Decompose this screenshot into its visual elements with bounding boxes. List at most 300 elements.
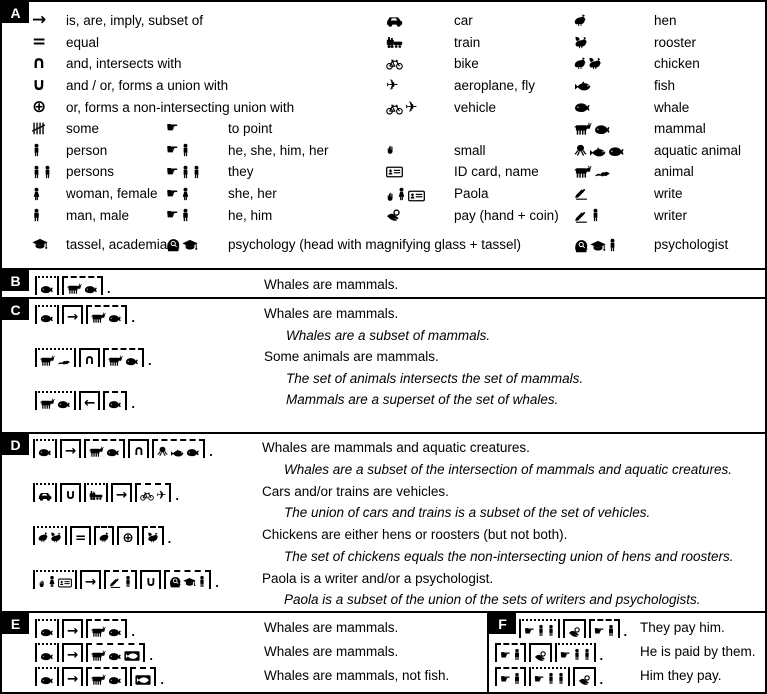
legend-label: fish (654, 78, 676, 94)
sentence-row (33, 481, 765, 525)
symbol-group-dashed (94, 526, 114, 545)
tassel-icon (32, 238, 48, 251)
person-icon (608, 237, 617, 253)
rooster-icon (588, 56, 602, 71)
symbol-sentence (495, 643, 640, 662)
arrow-right-icon: → (115, 486, 128, 503)
legend-symbol (32, 142, 66, 158)
legend-label: they (228, 164, 254, 180)
arrow-left-icon: ← (84, 395, 96, 411)
translation-text: Whales are mammals. (264, 306, 399, 321)
symbol-group-op (60, 483, 81, 502)
symbol-sentence (35, 643, 264, 662)
id-card-icon (386, 166, 403, 178)
legend-label: she, her (228, 186, 277, 202)
train-icon (89, 490, 103, 501)
sentence-row (35, 274, 765, 296)
legend-symbol (32, 10, 66, 31)
car-icon (386, 15, 403, 27)
sentence-period: . (107, 281, 111, 296)
whale-icon (40, 285, 54, 294)
point-icon: ☛ (166, 185, 179, 202)
point-icon: ☛ (593, 624, 605, 638)
whale-icon (84, 285, 98, 294)
symbol-group-dotted (84, 483, 108, 502)
legend-symbol (32, 75, 66, 96)
symbol-sentence (33, 483, 262, 502)
symbol-group-op (140, 570, 161, 589)
sentence-symbols (35, 274, 264, 295)
legend-symbol (574, 207, 654, 223)
legend-label: small (454, 142, 486, 158)
legend-symbol (32, 186, 66, 202)
rooster-icon (147, 531, 159, 544)
translation-text: Whales are mammals. (264, 644, 399, 659)
legend-symbol (166, 164, 228, 180)
pay-icon (386, 209, 401, 221)
legend-label: and / or, forms a union with (66, 78, 229, 94)
sentence-symbols (35, 389, 264, 410)
symbol-sentence (519, 619, 640, 638)
panel-f (489, 613, 765, 692)
cow-icon (91, 312, 106, 323)
legend-label: animal (654, 164, 694, 180)
legend-label: and, intersects with (66, 56, 182, 72)
rooster-icon (574, 35, 588, 50)
legend-label: he, she, him, her (228, 142, 329, 158)
whale-icon (608, 146, 625, 157)
sentence-row (35, 389, 765, 432)
symbol-group-op (62, 619, 83, 638)
pay-icon (578, 675, 591, 685)
symbol-group-dashed (104, 570, 137, 589)
car-icon (38, 491, 52, 501)
symbol-sentence (35, 305, 264, 324)
sentence-period: . (175, 487, 179, 503)
legend-label: car (454, 13, 473, 29)
symbol-group-dotted (33, 526, 67, 545)
sentence-translations (640, 617, 725, 639)
sentence-row (493, 665, 765, 689)
sentence-period: . (160, 672, 164, 687)
sentence-symbols (35, 665, 264, 686)
tassel-icon (182, 239, 198, 252)
translation-literal: Mammals are a superset of the set of whales. (286, 392, 559, 407)
woman-icon (397, 186, 406, 202)
legend-symbol (574, 13, 654, 28)
whale-icon (40, 676, 54, 685)
legend-label: hen (654, 13, 677, 29)
point-icon: ☛ (166, 120, 179, 137)
legend-symbol (166, 186, 228, 202)
legend-label: aquatic animal (654, 142, 742, 158)
person-icon (583, 648, 591, 661)
panel-label-d: D (2, 434, 29, 455)
translation-text: They pay him. (640, 620, 725, 635)
oplus-icon: ⊕ (32, 96, 47, 117)
legend-symbol (386, 15, 454, 27)
translation-text: Whales are mammals. (264, 277, 399, 292)
legend-symbol (386, 58, 454, 70)
symbol-sentence (33, 439, 262, 458)
legend-symbol (574, 188, 654, 200)
person-icon (547, 672, 555, 685)
legend-symbol (166, 207, 228, 223)
intersect-icon: ∩ (32, 53, 46, 74)
sentence-period: . (131, 310, 135, 325)
symbol-sentence (35, 667, 264, 686)
symbol-group-dashed (86, 643, 145, 662)
whale-icon (186, 448, 200, 457)
legend-symbol (166, 142, 228, 158)
tassel-icon (590, 240, 606, 253)
whale-icon (57, 400, 71, 409)
symbol-group-dashed (495, 643, 526, 662)
whale-icon (574, 102, 591, 113)
legend-label: man, male (66, 207, 130, 223)
legend-label: to point (228, 121, 273, 137)
symbol-group-op (529, 643, 552, 662)
panel-d (2, 432, 765, 611)
panel-label-a: A (2, 2, 29, 23)
symbol-group-dashed (103, 391, 127, 410)
legend-label: rooster (654, 34, 697, 50)
symbol-group-op (62, 643, 83, 662)
whale-icon (106, 448, 120, 457)
symbol-group-dotted (35, 619, 59, 638)
sentence-row (493, 617, 765, 641)
small-hand-icon (38, 580, 46, 588)
intersect-icon: ∩ (133, 443, 145, 459)
panel-label-b: B (2, 270, 29, 291)
woman-icon (181, 186, 190, 202)
cow-icon (574, 165, 592, 178)
small-hand-icon (386, 145, 395, 155)
symbol-group-dashed (86, 667, 127, 686)
woman-icon (32, 186, 41, 202)
legend-label: pay (hand + coin) (454, 207, 559, 223)
person-icon (537, 624, 545, 637)
symbol-group-dashed (130, 667, 156, 686)
person-icon (181, 164, 190, 180)
translation-literal: Paola is a subset of the union of the sets of writers and psychologists. (284, 592, 701, 607)
legend-label: bike (454, 56, 479, 72)
point-icon: ☛ (500, 672, 511, 686)
person-icon (181, 142, 190, 158)
panel-d-rows (33, 437, 765, 611)
legend-label: persons (66, 164, 115, 180)
point-icon: ☛ (500, 648, 511, 662)
legend-symbol (32, 238, 66, 251)
oplus-icon: ⊕ (122, 530, 134, 546)
legend-symbol (386, 186, 454, 202)
translation-text: Some animals are mammals. (264, 349, 439, 364)
legend-symbol (32, 31, 66, 52)
man-icon (32, 207, 41, 223)
sentence-symbols (493, 665, 640, 686)
symbol-sentence (33, 570, 262, 589)
bike-icon (386, 103, 403, 115)
symbol-sentence (35, 276, 264, 295)
legend-symbol (32, 96, 66, 117)
panel-b (2, 268, 765, 297)
sentence-row (35, 346, 765, 389)
cow-icon (91, 674, 106, 685)
symbol-group-dashed (135, 483, 171, 502)
write-icon (574, 211, 589, 223)
whale-icon (40, 628, 54, 637)
symbol-group-op (79, 348, 100, 367)
sentence-symbols (35, 303, 264, 324)
symbol-group-dotted (35, 391, 76, 410)
symbol-group-op (62, 667, 83, 686)
whale-icon (40, 652, 54, 661)
man-icon (513, 648, 521, 661)
point-icon: ☛ (533, 672, 545, 686)
legend-symbol (574, 165, 654, 178)
fish-icon (574, 81, 591, 91)
translation-literal: Whales are a subset of the intersection of mammals and aquatic creatures. (284, 461, 732, 477)
sentence-translations (264, 274, 398, 296)
sentence-translations (262, 524, 734, 567)
symbol-sentence (33, 526, 262, 545)
translation-text: Him they pay. (640, 668, 722, 683)
hen-icon (574, 13, 586, 28)
octopus-icon (157, 446, 168, 457)
sentence-period: . (149, 648, 153, 663)
sentence-period: . (167, 531, 172, 546)
cow-icon (89, 446, 104, 457)
legend-label: some (66, 121, 100, 137)
legend-bottom-row (2, 234, 765, 256)
legend-label: Paola (454, 186, 489, 202)
tally-icon (32, 121, 45, 136)
whale-icon (108, 628, 122, 637)
symbol-group-dashed (103, 348, 144, 367)
legend-label: tassel, academia (66, 237, 168, 253)
equals-icon: = (32, 31, 47, 52)
rooster-icon (50, 531, 62, 544)
arrow-right-icon: → (65, 443, 77, 459)
symbol-group-dashed (164, 570, 211, 589)
symbol-group-op (128, 439, 149, 458)
arrow-right-icon: → (67, 647, 79, 663)
cow-icon (40, 355, 55, 366)
pay-icon (568, 627, 581, 637)
plane-icon: ✈ (405, 97, 418, 116)
panel-a (2, 2, 765, 268)
whale-icon (108, 676, 122, 685)
man-icon (513, 672, 521, 685)
cow-icon (67, 283, 82, 294)
panel-f-rows (493, 617, 765, 689)
symbol-group-dashed (86, 619, 127, 638)
legend-symbol (32, 53, 66, 74)
sentence-translations (264, 303, 490, 346)
symbol-group-dashed (495, 667, 526, 686)
point-icon: ☛ (166, 207, 179, 224)
person-icon (547, 624, 555, 637)
legend-symbol (386, 166, 454, 178)
bird-icon (594, 170, 611, 178)
legend-label: ID card, name (454, 164, 539, 180)
sentence-translations (264, 617, 398, 639)
panel-b-rows (35, 274, 765, 296)
symbol-group-dashed (589, 619, 620, 638)
panel-c-rows (35, 303, 765, 432)
symbol-group-op (111, 483, 132, 502)
sentence-period: . (599, 672, 604, 687)
sentence-translations (262, 568, 700, 611)
legend-label: mammal (654, 121, 706, 137)
symbol-group-dotted (33, 483, 57, 502)
panel-label-e: E (2, 613, 29, 634)
hen-icon (99, 531, 109, 544)
legend-label: write (654, 186, 683, 202)
legend-label: writer (654, 207, 687, 223)
whale-icon (108, 652, 122, 661)
translation-literal: The set of animals intersects the set of mammals. (286, 370, 584, 386)
sentence-period: . (131, 624, 135, 639)
plane-icon: ✈ (156, 487, 167, 502)
bike-icon (386, 58, 403, 70)
legend-symbol (574, 122, 654, 135)
legend-label: psychology (head with magnifying glass + tassel) (228, 237, 522, 253)
psy-head-icon (169, 576, 181, 588)
sentence-row (35, 665, 487, 689)
write-icon (109, 578, 122, 588)
arrow-right-icon: → (85, 573, 97, 590)
symbol-group-op (117, 526, 138, 545)
psy-head-icon (574, 239, 588, 253)
write-icon (574, 188, 589, 200)
arrow-right-icon: → (67, 623, 79, 639)
legend-symbol (32, 207, 66, 223)
symbol-group-dotted (35, 305, 59, 324)
point-icon: ☛ (166, 142, 179, 159)
legend-symbol (574, 35, 654, 50)
pay-icon (534, 651, 547, 661)
bike-icon (140, 491, 154, 501)
sentence-row (33, 524, 765, 568)
hen-icon (574, 56, 586, 71)
sentence-row (493, 641, 765, 665)
symbol-group-dashed (142, 526, 164, 545)
sentence-period: . (599, 648, 604, 663)
arrow-right-icon: → (67, 309, 79, 325)
legend-symbol (386, 145, 454, 155)
symbol-sentence (35, 619, 264, 638)
translation-text: Whales are mammals and aquatic creatures. (262, 440, 530, 455)
sentence-symbols (33, 437, 262, 458)
whale-icon (594, 124, 611, 135)
panel-e-rows (35, 617, 487, 689)
sentence-translations (262, 437, 732, 480)
symbol-group-op (80, 570, 101, 589)
legend-symbol (574, 237, 654, 253)
translation-text: Whales are mammals, not fish. (264, 668, 450, 683)
legend-label: whale (654, 99, 690, 115)
legend-symbol (166, 238, 228, 252)
sentence-symbols (33, 524, 262, 545)
legend-label: or, forms a non-intersecting union with (66, 99, 295, 115)
symbol-sentence (495, 667, 640, 686)
translation-text: He is paid by them. (640, 644, 756, 659)
legend-label: train (454, 34, 481, 50)
sentence-symbols (33, 568, 262, 589)
translation-literal: The union of cars and trains is a subset of the set of vehicles. (284, 505, 651, 520)
whale-icon (40, 314, 54, 323)
hen-icon (38, 531, 48, 544)
legend-symbol (574, 102, 654, 113)
cow-icon (91, 650, 106, 661)
symbol-group-dashed (86, 305, 127, 324)
legend-label: he, him (228, 207, 273, 223)
symbol-group-op (70, 526, 91, 545)
symbol-group-dashed (152, 439, 205, 458)
point-icon: ☛ (166, 163, 179, 180)
fish-icon (170, 449, 184, 457)
sentence-row (33, 437, 765, 481)
legend-symbol (386, 78, 454, 93)
person-icon (32, 142, 41, 158)
union-icon: ∪ (32, 75, 46, 96)
symbol-group-op (60, 439, 81, 458)
legend-symbol (574, 81, 654, 91)
cow-icon (91, 626, 106, 637)
legend-label: woman, female (66, 186, 158, 202)
translation-text: Cars and/or trains are vehicles. (262, 483, 449, 499)
symbol-group-dashed (62, 276, 103, 295)
sentence-row (35, 641, 487, 665)
translation-text: Whales are mammals. (264, 620, 399, 635)
person-icon (43, 164, 52, 180)
sentence-symbols (35, 617, 264, 638)
sentence-row (35, 617, 487, 641)
person-icon (192, 164, 201, 180)
symbol-group-dashed (84, 439, 125, 458)
cow-icon (574, 122, 592, 135)
sentence-symbols (493, 641, 640, 662)
sentence-translations (264, 665, 449, 687)
legend-label: chicken (654, 56, 700, 72)
panel-label-c: C (2, 299, 29, 320)
legend-symbol (166, 121, 228, 136)
sentence-period: . (209, 444, 213, 459)
symbol-sentence (35, 348, 264, 367)
tassel-icon (183, 577, 196, 588)
symbol-group-dotted (519, 619, 560, 638)
sentence-translations (262, 481, 650, 524)
sentence-translations (264, 389, 558, 411)
symbol-group-dotted (35, 276, 59, 295)
person-icon (198, 575, 206, 588)
panel-e (2, 613, 489, 692)
symbol-group-dotted (35, 348, 76, 367)
translation-literal: Whales are a subset of mammals. (286, 327, 491, 343)
whale-icon (38, 448, 52, 457)
bird-icon (57, 359, 71, 366)
person-icon (124, 575, 132, 588)
translation-text: Paola is a writer and/or a psychologist. (262, 570, 494, 586)
octopus-icon (574, 144, 587, 157)
panel-label-f: F (489, 613, 516, 634)
symbol-group-op (573, 667, 596, 686)
panel-ef-band (2, 611, 765, 692)
sentence-symbols (35, 346, 264, 367)
sentence-period: . (131, 396, 135, 411)
sentence-row (35, 303, 765, 346)
